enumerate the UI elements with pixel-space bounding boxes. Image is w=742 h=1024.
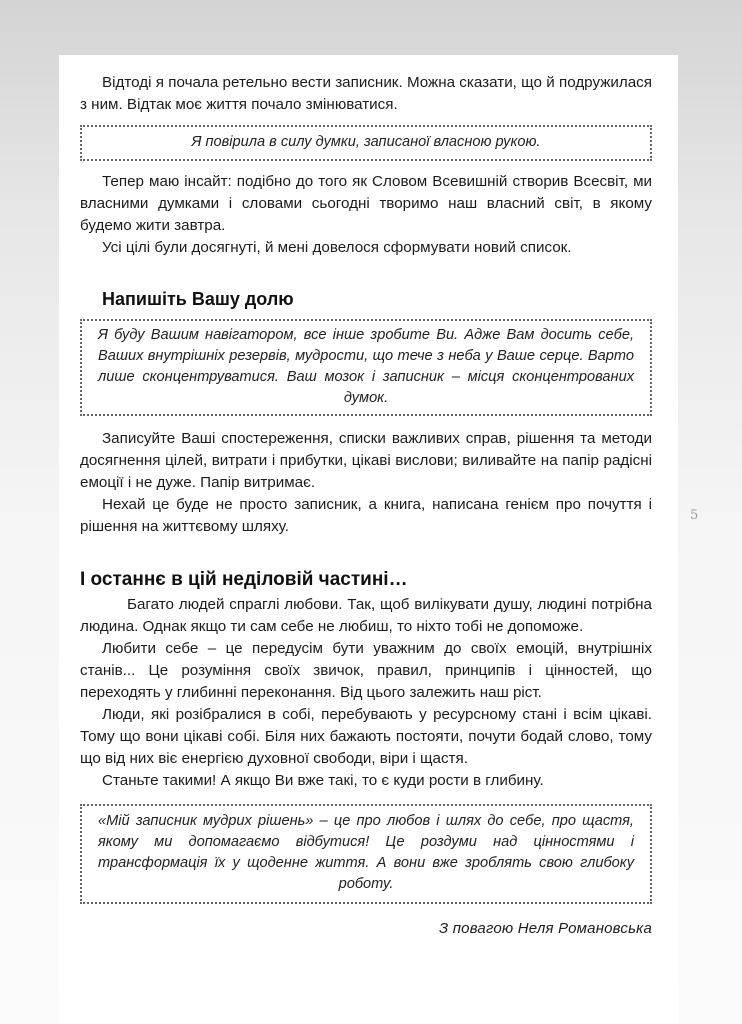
- intro-quote: Я повірила в силу думки, записаної власною рукою.: [80, 125, 652, 161]
- section-paragraph: Записуйте Ваші спостереження, списки важливих справ, рішення та методи досягнення цілей, витрати і прибутки, цікаві вислови; виливайте на папір радісні емоції і не дуже. Папір витримає.: [80, 430, 652, 491]
- section-paragraph: Нехай це буде не просто записник, а книга, написана генієм про почуття і рішення на життєвому шляху.: [80, 496, 652, 535]
- signature: З повагою Неля Романовська: [438, 920, 652, 937]
- section-paragraph: Станьте такими! А якщо Ви вже такі, то є куди рости в глибину.: [102, 772, 544, 789]
- section-paragraph: Люди, які розібралися в собі, перебувають у ресурсному стані і всім цікаві. Тому що вони цікаві собі. Біля них бажають постояти, почути бодай слово, тому що від них віє енергією духовної свободи, віри і щастя.: [80, 706, 652, 767]
- closing-quote: «Мій записник мудрих рішень» – це про любов і шлях до себе, про щастя, якому ми допомагаємо відбутися! Це роздуми над цінностями і трансформація їх у щоденне життя. А вони вже зроблять свою глибоку роботу.: [80, 804, 652, 904]
- section-heading: Напишіть Вашу долю: [102, 289, 294, 309]
- section-quote: Я буду Вашим навігатором, все інше зробите Ви. Адже Вам досить себе, Ваших внутрішніх резервів, мудрости, що тече з неба у Ваше серце. Варто лише сконцентруватися. Ваш мозок і записник – місця сконцентрованих думок.: [80, 319, 652, 416]
- intro-paragraph: Тепер маю інсайт: подібно до того як Словом Всевишній створив Всесвіт, ми власними думками і словами сьогодні творимо наш власний світ, в якому будемо жити завтра.: [80, 173, 652, 234]
- section-paragraph: Багато людей спраглі любови. Так, щоб вилікувати душу, людині потрібна людина. Однак якщо ти сам себе не любиш, то ніхто тобі не допоможе.: [80, 596, 652, 635]
- book-page: [59, 55, 678, 1024]
- page-content: [80, 55, 652, 940]
- intro-paragraph: Відтоді я почала ретельно вести записник. Можна сказати, що й подружилася з ним. Відтак моє життя почало змінюватися.: [80, 74, 652, 113]
- section-paragraph: Любити себе – це передусім бути уважним до своїх емоцій, внутрішніх станів... Це розуміння своїх звичок, правил, принципів і цінностей, що переходять у глибинні переконання. Від цього залежить наш ріст.: [80, 640, 652, 701]
- page-number: 5: [690, 508, 699, 523]
- section-heading: І останнє в цій неділовій частині…: [80, 569, 408, 590]
- intro-paragraph: Усі цілі були досягнуті, й мені довелося сформувати новий список.: [102, 239, 572, 256]
